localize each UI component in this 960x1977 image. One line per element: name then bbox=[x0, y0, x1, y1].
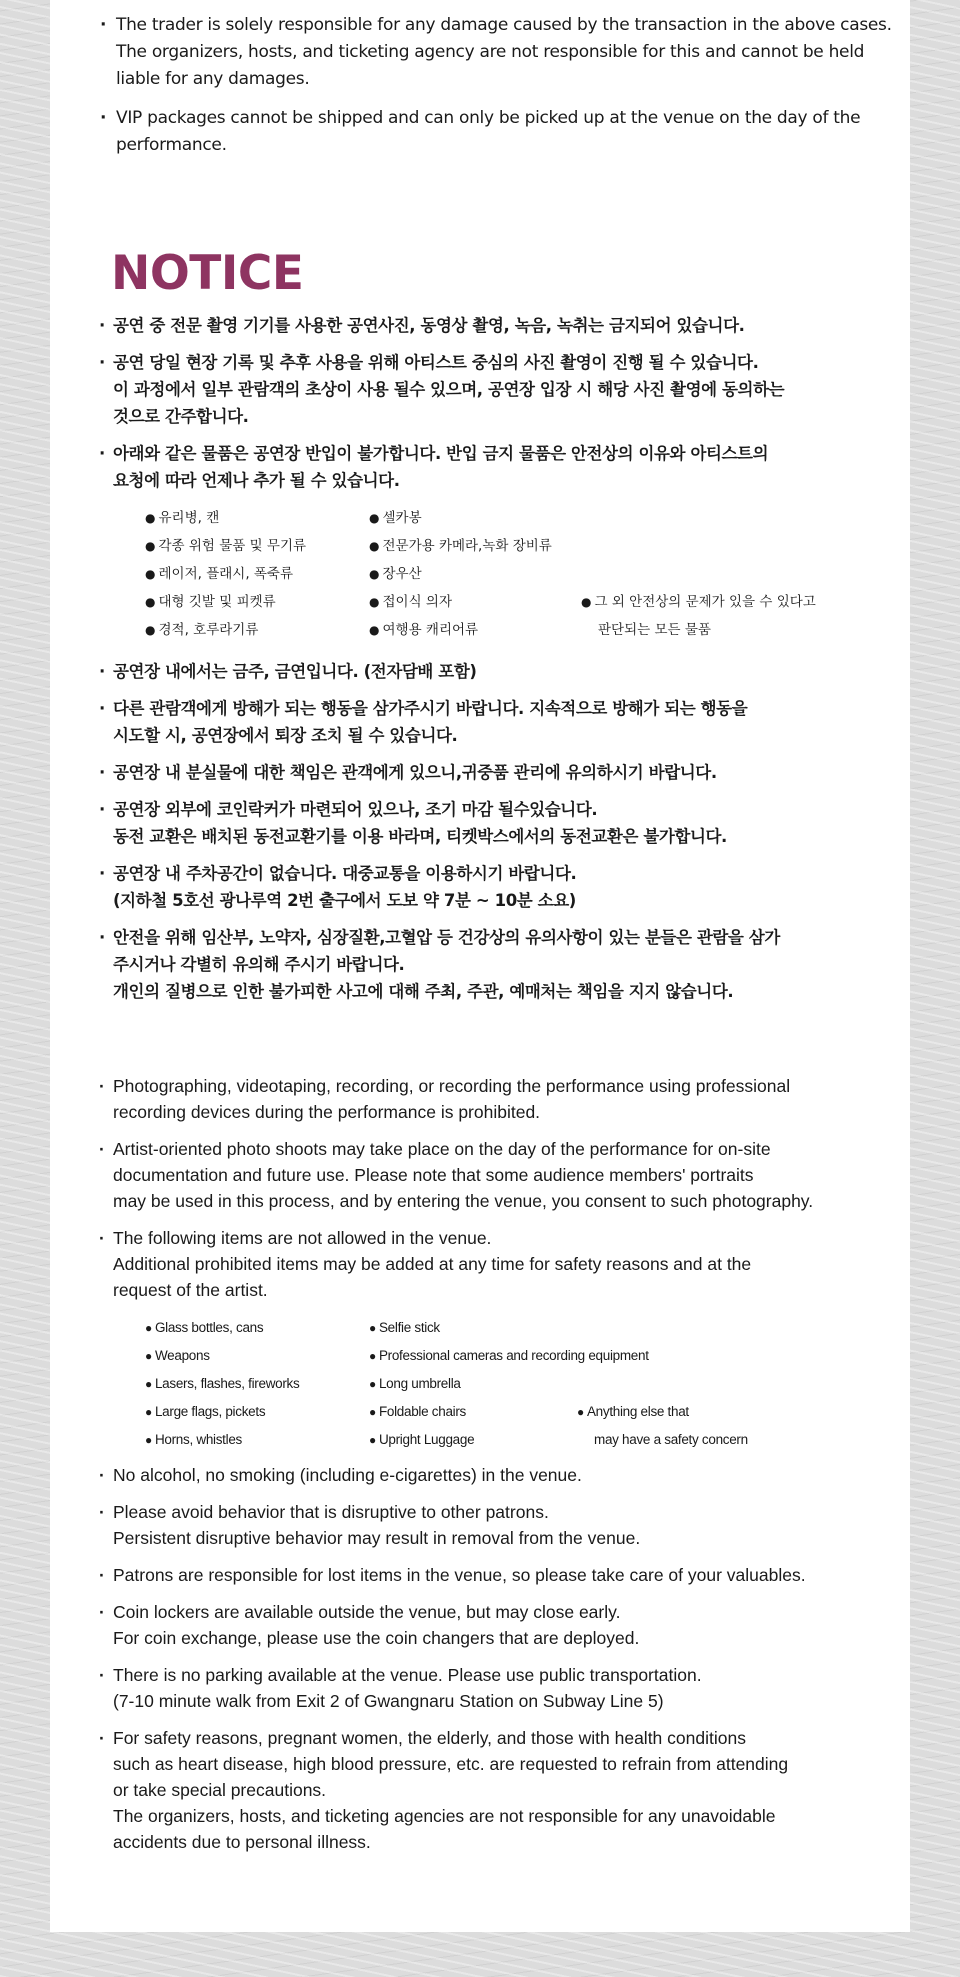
ko-note-health-safety: · 안전을 위해 임산부, 노약자, 심장질환,고혈압 등 건강상의 유의사항이 있는 분들은 관람을 삼가 주시거나 각별히 유의해 주시기 바랍니다. 개인의 질병으로 인한 불가피한 사고에 대해 주최, 주관, 예매처는 책임을 지지 않습니다. bbox=[99, 924, 879, 1005]
ko-prohibited-items-list bbox=[99, 504, 879, 644]
en-note-coin-lockers: · Coin lockers are available outside the venue, but may close early. For coin exchange, please use the coin changers that are deployed. bbox=[99, 1599, 879, 1651]
top-notes bbox=[100, 12, 892, 171]
list-item: ● 장우산 bbox=[369, 566, 422, 582]
en-note-lost-items: · Patrons are responsible for lost items in the venue, so please take care of your valuables. bbox=[99, 1562, 879, 1588]
list-item: ● Lasers, flashes, fireworks bbox=[145, 1376, 300, 1391]
ko-note-parking: · 공연장 내 주차공간이 없습니다. 대중교통을 이용하시기 바랍니다. (지하철 5호선 광나루역 2번 출구에서 도보 약 7분 ~ 10분 소요) bbox=[99, 860, 879, 914]
list-item: ● Selfie stick bbox=[369, 1320, 440, 1335]
list-item: ● Professional cameras and recording equipment bbox=[369, 1348, 649, 1363]
en-prohibited-items-list bbox=[99, 1314, 879, 1452]
en-note-parking: · There is no parking available at the venue. Please use public transportation. (7-10 minute walk from Exit 2 of Gwangnaru Station on Subway Line 5) bbox=[99, 1662, 879, 1714]
ko-note-disruptive-behavior: · 다른 관람객에게 방해가 되는 행동을 삼가주시기 바랍니다. 지속적으로 방해가 되는 행동을 시도할 시, 공연장에서 퇴장 조치 될 수 있습니다. bbox=[99, 695, 879, 749]
list-item: ● 접이식 의자 bbox=[369, 594, 452, 610]
en-note-alcohol-smoking: · No alcohol, no smoking (including e-cigarettes) in the venue. bbox=[99, 1462, 879, 1488]
list-item: ● Weapons bbox=[145, 1348, 210, 1363]
en-items-column-3 bbox=[577, 1398, 748, 1454]
list-item: ● 레이저, 플래시, 폭죽류 bbox=[145, 566, 294, 582]
list-item: ● 경적, 호루라기류 bbox=[145, 622, 259, 638]
ko-items-column-2 bbox=[369, 504, 552, 644]
en-note-photo-shoot: · Artist-oriented photo shoots may take place on the day of the performance for on-site documentation and future use. Please note that some audience members' portraits may be used in this process, and by entering the venue, you consent to such photography. bbox=[99, 1136, 879, 1214]
english-notice-section bbox=[99, 1073, 879, 1866]
ko-note-lost-items: · 공연장 내 분실물에 대한 책임은 관객에게 있으니,귀중품 관리에 유의하시기 바랍니다. bbox=[99, 759, 879, 786]
ko-note-photo-shoot: · 공연 당일 현장 기록 및 추후 사용을 위해 아티스트 중심의 사진 촬영이 진행 될 수 있습니다. 이 과정에서 일부 관람객의 초상이 사용 될수 있으며, 공연장 입장 시 해당 사진 촬영에 동의하는 것으로 간주합니다. bbox=[99, 349, 879, 430]
ko-note-prohibited-items: · 아래와 같은 물품은 공연장 반입이 불가합니다. 반입 금지 물품은 안전상의 이유와 아티스트의 요청에 따라 언제나 추가 될 수 있습니다. bbox=[99, 440, 879, 494]
list-item: ● Glass bottles, cans bbox=[145, 1320, 264, 1335]
ko-items-column-3 bbox=[581, 588, 816, 644]
en-note-recording: · Photographing, videotaping, recording, or recording the performance using professional recording devices during the performance is prohibited. bbox=[99, 1073, 879, 1125]
en-note-disruptive-behavior: · Please avoid behavior that is disruptive to other patrons. Persistent disruptive behavior may result in removal from the venue. bbox=[99, 1499, 879, 1551]
vip-package-note: · VIP packages cannot be shipped and can only be picked up at the venue on the day of the performance. bbox=[100, 105, 860, 159]
list-item: ● Foldable chairs bbox=[369, 1404, 467, 1419]
list-item: ● Horns, whistles bbox=[145, 1432, 242, 1447]
list-item: may have a safety concern bbox=[594, 1432, 748, 1447]
ko-items-column-1 bbox=[145, 504, 306, 644]
list-item: ● 유리병, 캔 bbox=[145, 510, 220, 526]
list-item: ● Large flags, pickets bbox=[145, 1404, 266, 1419]
list-item: 판단되는 모든 물품 bbox=[598, 622, 711, 638]
list-item: ● Anything else that bbox=[577, 1404, 689, 1419]
trader-liability-note: · The trader is solely responsible for any damage caused by the transaction in the above cases. The organizers, hosts, and ticketing agency are not responsible for this and cannot be held liable for any damages. bbox=[100, 12, 860, 93]
en-note-health-safety: · For safety reasons, pregnant women, the elderly, and those with health conditions such as heart disease, high blood pressure, etc. are requested to refrain from attending or take special precautions. The organizers, hosts, and ticketing agencies are not responsible for any unavoidable accidents due to personal illness. bbox=[99, 1725, 879, 1855]
list-item: ● Upright Luggage bbox=[369, 1432, 475, 1447]
list-item: ● 여행용 캐리어류 bbox=[369, 622, 479, 638]
list-item: ● 그 외 안전상의 문제가 있을 수 있다고 bbox=[581, 594, 816, 610]
ko-note-alcohol-smoking: · 공연장 내에서는 금주, 금연입니다. (전자담배 포함) bbox=[99, 658, 879, 685]
list-item: ● Long umbrella bbox=[369, 1376, 461, 1391]
list-item: ● 대형 깃발 및 피켓류 bbox=[145, 594, 276, 610]
notice-title: NOTICE bbox=[111, 246, 304, 301]
list-item: ● 각종 위험 물품 및 무기류 bbox=[145, 538, 307, 554]
ko-note-coin-lockers: · 공연장 외부에 코인락커가 마련되어 있으나, 조기 마감 될수있습니다. 동전 교환은 배치된 동전교환기를 이용 바라며, 티켓박스에서의 동전교환은 불가합니다. bbox=[99, 796, 879, 850]
en-items-column-1 bbox=[145, 1314, 299, 1454]
korean-notice-section bbox=[99, 312, 879, 1015]
ko-note-recording: · 공연 중 전문 촬영 기기를 사용한 공연사진, 동영상 촬영, 녹음, 녹취는 금지되어 있습니다. bbox=[99, 312, 879, 339]
list-item: ● 셀카봉 bbox=[369, 510, 422, 526]
list-item: ● 전문가용 카메라,녹화 장비류 bbox=[369, 538, 552, 554]
en-note-prohibited-items: · The following items are not allowed in the venue. Additional prohibited items may be added at any time for safety reasons and at the request of the artist. bbox=[99, 1225, 879, 1303]
